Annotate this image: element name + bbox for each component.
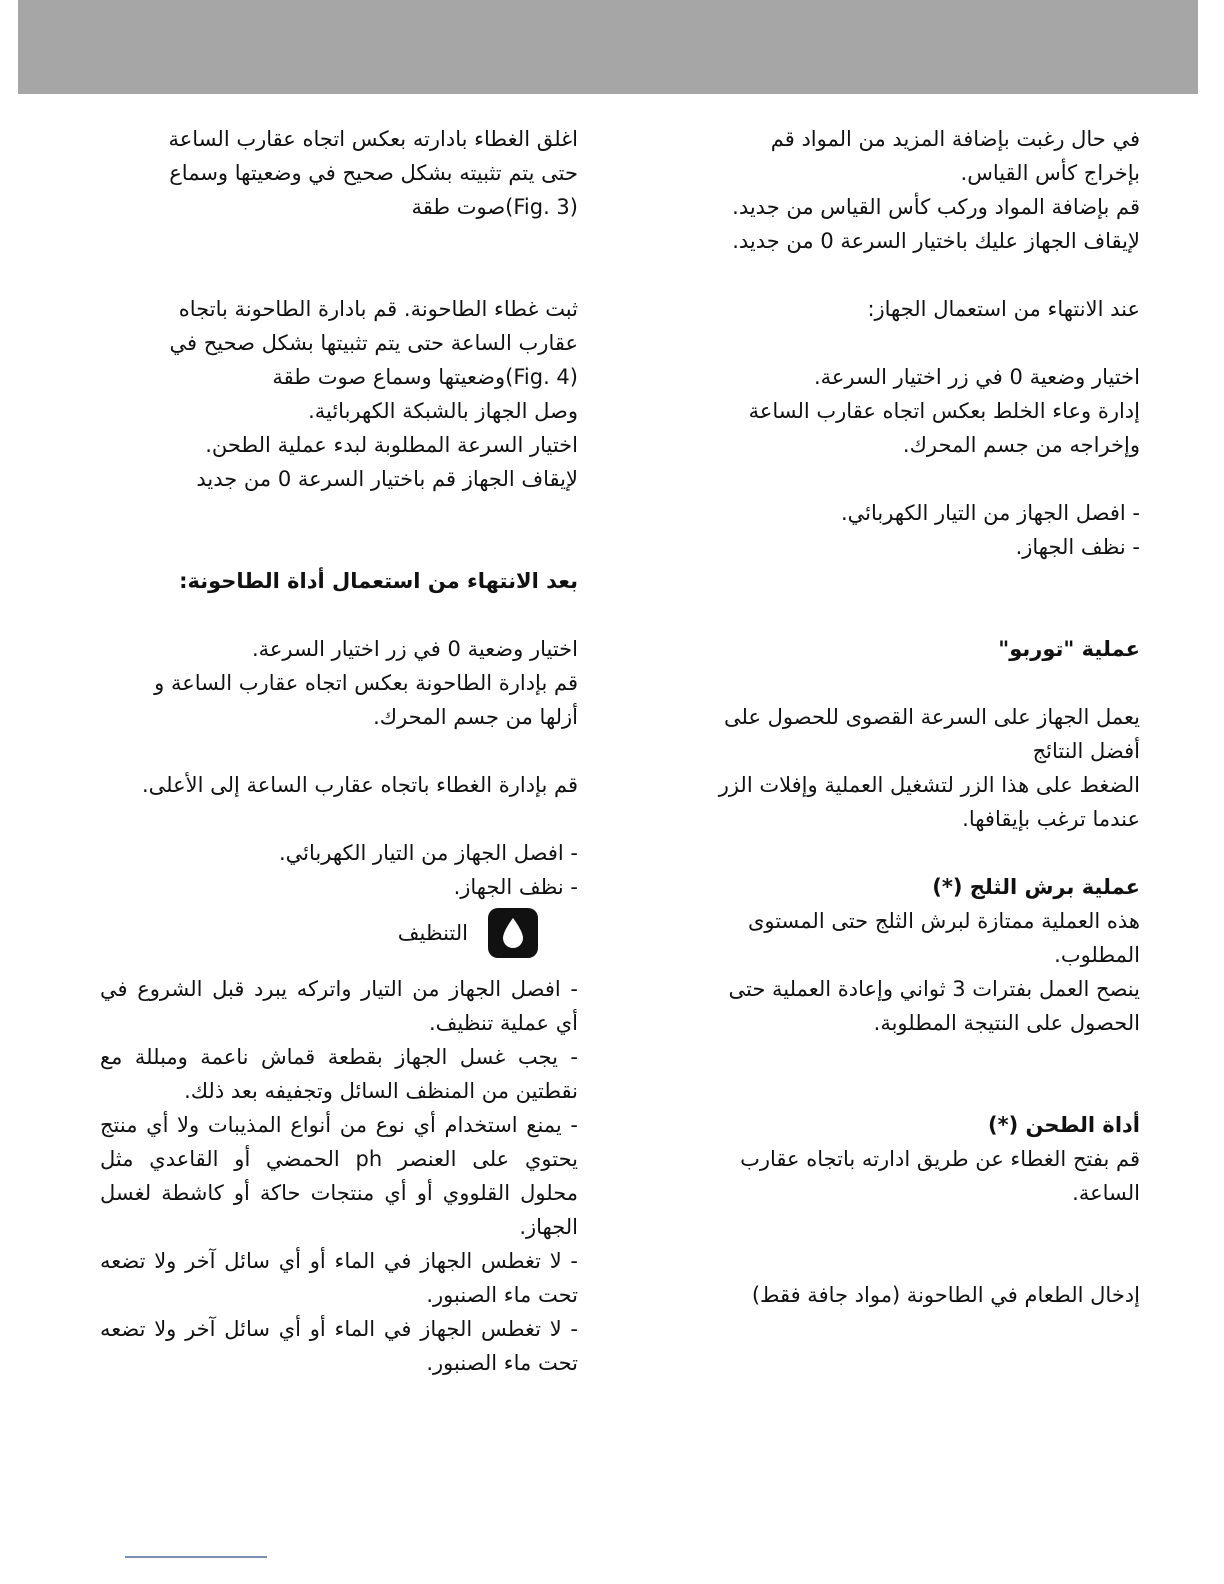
text-line: قم بإدارة الطاحونة بعكس اتجاه عقارب الساعة و xyxy=(154,671,578,695)
list-item: - لا تغطس الجهاز في الماء أو أي سائل آخر ولا تضعه تحت ماء الصنبور. xyxy=(100,1249,578,1307)
text-line: يعمل الجهاز على السرعة القصوى للحصول على xyxy=(724,705,1140,729)
text-line: في حال رغبت بإضافة المزيد من المواد قم xyxy=(770,127,1140,151)
list-item: - يمنع استخدام أي نوع من أنواع المذيبات ولا أي منتج يحتوي على العنصر ph الحمضي أو القاعدي مثل محلول القلووي أو أي منتجات حاكة أو كاشطة لغسل الجهاز. xyxy=(100,1113,578,1239)
right-column xyxy=(650,122,1140,1312)
text-line: ينصح العمل بفترات 3 ثواني وإعادة العملية حتى xyxy=(728,977,1140,1001)
ice-crush-text xyxy=(650,904,1140,1040)
list-item: - لا تغطس الجهاز في الماء أو أي سائل آخر ولا تضعه تحت ماء الصنبور. xyxy=(100,1317,578,1375)
text-line: أزلها من جسم المحرك. xyxy=(373,705,578,729)
list-item: - يجب غسل الجهاز بقطعة قماش ناعمة ومبللة مع نقطتين من المنظف السائل وتجفيفه بعد ذلك. xyxy=(100,1045,578,1103)
text-line: الساعة. xyxy=(1072,1181,1140,1205)
water-drop-icon xyxy=(488,908,538,958)
header-bar xyxy=(18,0,1198,94)
cleaning-list xyxy=(100,972,578,1380)
text-line: بإخراج كأس القياس. xyxy=(960,161,1140,185)
fix-lid-section xyxy=(100,292,578,496)
text-line: اختيار السرعة المطلوبة لبدء عملية الطحن. xyxy=(205,433,578,457)
text-line: (Fig. 4)وضعيتها وسماع صوت طقة xyxy=(272,365,578,389)
text-line: الحصول على النتيجة المطلوبة. xyxy=(873,1011,1140,1035)
text-line: اختيار وضعية 0 في زر اختيار السرعة. xyxy=(813,365,1140,389)
turbo-heading: عملية "توربو" xyxy=(998,637,1140,661)
text-line: وإخراجه من جسم المحرك. xyxy=(902,433,1140,457)
text-line: قم بإضافة المواد وركب كأس القياس من جديد. xyxy=(732,195,1140,219)
text-line: اختيار وضعية 0 في زر اختيار السرعة. xyxy=(251,637,578,661)
text-line: عقارب الساعة حتى يتم تثبيتها بشكل صحيح في xyxy=(169,331,578,355)
insert-food-line: إدخال الطعام في الطاحونة (مواد جافة فقط) xyxy=(751,1283,1140,1307)
footer-line xyxy=(125,1556,267,1558)
turn-lid-line: قم بإدارة الغطاء باتجاه عقارب الساعة إلى الأعلى. xyxy=(141,773,578,797)
when-finished-heading: عند الانتهاء من استعمال الجهاز: xyxy=(867,297,1140,321)
text-line: حتى يتم تثبيته بشكل صحيح في وضعيتها وسماع xyxy=(169,161,578,185)
text-line: عندما ترغب بإيقافها. xyxy=(962,807,1140,831)
text-line: لإيقاف الجهاز قم باختيار السرعة 0 من جديد xyxy=(196,467,578,491)
text-line: وصل الجهاز بالشبكة الكهربائية. xyxy=(308,399,578,423)
text-line: أفضل النتائج xyxy=(1032,739,1140,763)
grinder-heading: أداة الطحن (*) xyxy=(988,1113,1140,1137)
left-column xyxy=(100,122,578,1380)
ice-crush-heading: عملية برش الثلج (*) xyxy=(932,875,1140,899)
adding-more-section xyxy=(650,122,1140,258)
text-line: ثبت غطاء الطاحونة. قم بادارة الطاحونة باتجاه xyxy=(178,297,578,321)
turbo-text xyxy=(650,700,1140,836)
list-item: - افصل الجهاز من التيار واتركه يبرد قبل الشروع في أي عملية تنظيف. xyxy=(100,977,578,1035)
list-item: - نظف الجهاز. xyxy=(1015,535,1140,559)
list-item: - نظف الجهاز. xyxy=(453,875,578,899)
text-line: لإيقاف الجهاز عليك باختيار السرعة 0 من جديد. xyxy=(732,229,1140,253)
text-line: هذه العملية ممتازة لبرش الثلج حتى المستوى xyxy=(747,909,1140,933)
after-grinder-heading: بعد الانتهاء من استعمال أداة الطاحونة: xyxy=(179,569,578,593)
text-line: (Fig. 3)صوت طقة xyxy=(411,195,578,219)
close-lid-section xyxy=(100,122,578,224)
text-line: المطلوب. xyxy=(1054,943,1140,967)
text-line: اغلق الغطاء بادارته بعكس اتجاه عقارب الساعة xyxy=(168,127,578,151)
cleaning-heading: التنظيف xyxy=(397,921,468,945)
text-line: إدارة وعاء الخلط بعكس اتجاه عقارب الساعة xyxy=(748,399,1140,423)
grinder-text xyxy=(650,1142,1140,1210)
text-line: الضغط على هذا الزر لتشغيل العملية وإفلات الزر xyxy=(718,773,1140,797)
unplug-clean-list xyxy=(650,496,1140,564)
unplug-clean-list xyxy=(100,836,578,904)
cleaning-title-row xyxy=(100,904,538,962)
text-line: قم بفتح الغطاء عن طريق ادارته باتجاه عقارب xyxy=(740,1147,1140,1171)
after-grinder-steps xyxy=(100,632,578,734)
list-item: - افصل الجهاز من التيار الكهربائي. xyxy=(841,501,1140,525)
list-item: - افصل الجهاز من التيار الكهربائي. xyxy=(279,841,578,865)
when-finished-steps xyxy=(650,360,1140,462)
